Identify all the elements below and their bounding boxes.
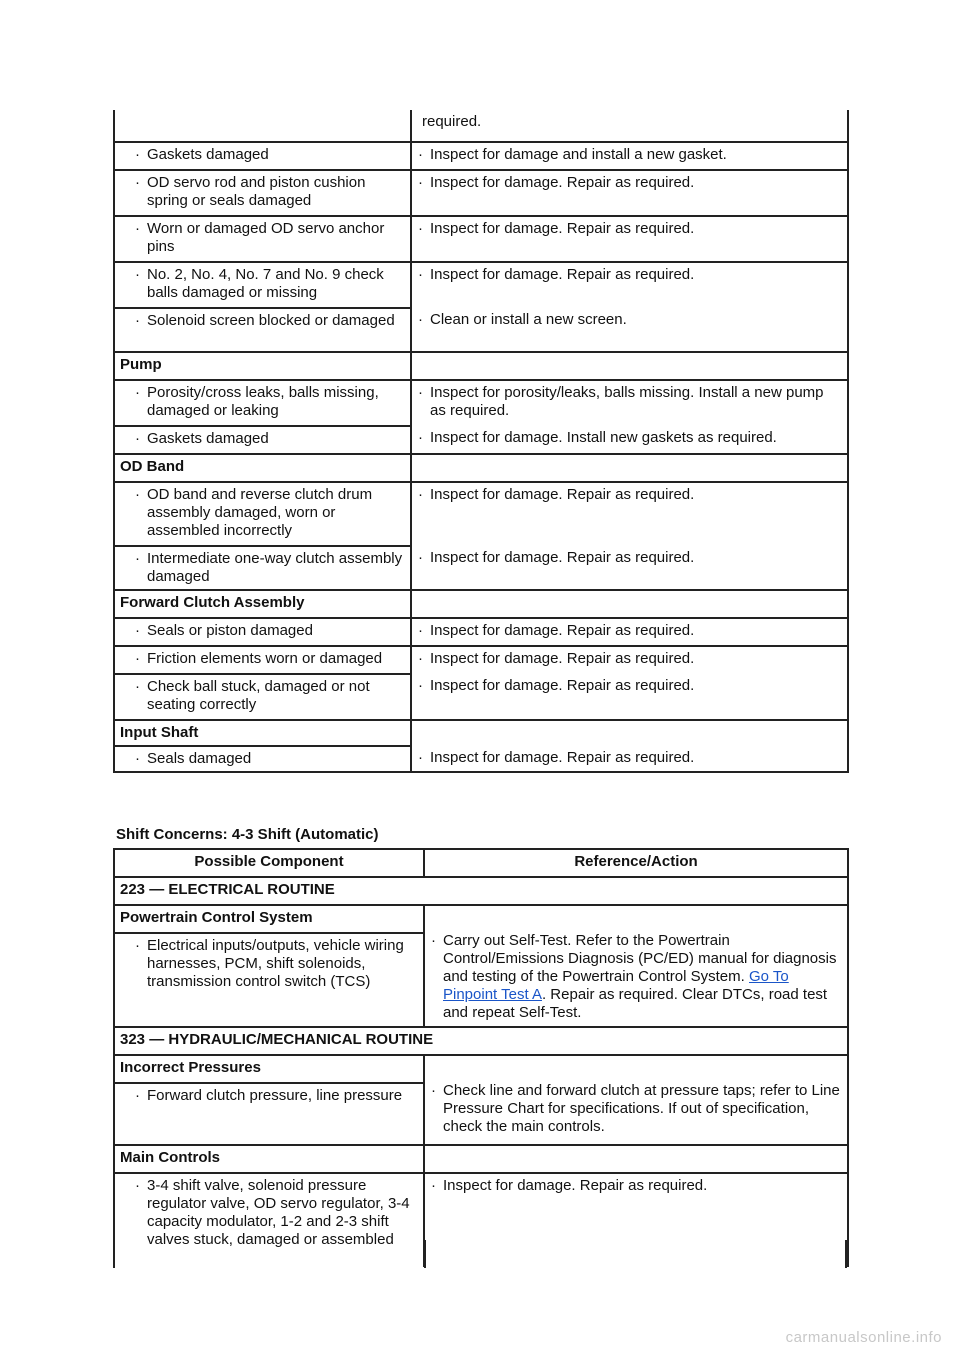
table-row	[114, 110, 848, 142]
table-row	[114, 746, 848, 772]
action-cell: · Inspect for damage. Repair as required.	[411, 618, 848, 646]
table-border-line	[113, 1240, 115, 1268]
header-row	[114, 849, 848, 877]
table-row	[114, 482, 848, 546]
action-cell	[411, 590, 848, 618]
section-title: Powertrain Control System	[114, 905, 424, 933]
section-title: OD Band	[114, 454, 411, 482]
table-row	[114, 308, 848, 352]
pinpoint-test-link[interactable]: Go To Pinpoint Test A	[443, 968, 789, 1003]
action-cell: · Inspect for damage. Install new gaskets as required.	[411, 426, 848, 454]
table-row	[114, 618, 848, 646]
routine-title: 223 — ELECTRICAL ROUTINE	[114, 877, 848, 905]
action-cell: required.	[411, 110, 848, 142]
table-row	[114, 262, 848, 308]
column-header: Possible Component	[114, 849, 424, 877]
shift-concerns-table	[113, 848, 849, 1267]
table-row	[114, 426, 848, 454]
section-title: Main Controls	[114, 1145, 424, 1173]
action-text: . Repair as required. Clear DTCs, road test and repeat Self-Test.	[443, 986, 828, 1021]
component-cell: · Electrical inputs/outputs, vehicle wiring harnesses, PCM, shift solenoids, transmission control switch (TCS)	[114, 933, 424, 1027]
section-title: Pump	[114, 352, 411, 380]
action-cell: · Inspect for porosity/leaks, balls missing. Install a new pump as required.	[411, 380, 848, 426]
section-title: Forward Clutch Assembly	[114, 590, 411, 618]
component-cell: · Worn or damaged OD servo anchor pins	[114, 216, 411, 262]
table-row	[114, 674, 848, 720]
column-header: Reference/Action	[424, 849, 848, 877]
component-cell: · OD band and reverse clutch drum assembly damaged, worn or assembled incorrectly	[114, 482, 411, 546]
action-cell	[411, 454, 848, 482]
action-cell: · Inspect for damage and install a new gasket.	[411, 142, 848, 170]
component-cell: · Check ball stuck, damaged or not seating correctly	[114, 674, 411, 720]
component-cell: · Intermediate one-way clutch assembly damaged	[114, 546, 411, 590]
action-cell: · Inspect for damage. Repair as required.	[411, 546, 848, 590]
component-cell: · Forward clutch pressure, line pressure	[114, 1083, 424, 1145]
component-cell: · Seals or piston damaged	[114, 618, 411, 646]
action-cell: · Inspect for damage. Repair as required.	[411, 746, 848, 772]
action-cell: · Inspect for damage. Repair as required.	[411, 216, 848, 262]
section-title: Incorrect Pressures	[114, 1055, 424, 1083]
action-cell	[411, 720, 848, 746]
watermark: carmanualsonline.info	[785, 1329, 942, 1346]
component-cell	[114, 110, 411, 142]
action-cell: · Carry out Self-Test. Refer to the Powertrain Control/Emissions Diagnosis (PC/ED) manual for diagnosis and testing of the Powertrain Control System. Go To Pinpoint Test A. Repair as required. Clear DTCs, road test and repeat Self-Test.	[424, 905, 848, 1027]
action-cell	[424, 1145, 848, 1173]
action-cell: · Inspect for damage. Repair as required.	[424, 1173, 848, 1267]
section-row	[114, 905, 848, 933]
table-row	[114, 142, 848, 170]
table-row	[114, 546, 848, 590]
action-cell	[411, 352, 848, 380]
table-caption: Shift Concerns: 4-3 Shift (Automatic)	[116, 826, 379, 843]
section-row	[114, 590, 848, 618]
section-row	[114, 454, 848, 482]
action-cell: · Inspect for damage. Repair as required.	[411, 482, 848, 546]
component-cell: · Gaskets damaged	[114, 142, 411, 170]
section-row	[114, 352, 848, 380]
table-border-line	[424, 1240, 426, 1268]
component-cell: · 3-4 shift valve, solenoid pressure regulator valve, OD servo regulator, 3-4 capacity modulator, 1-2 and 2-3 shift valves stuck, damaged or assembled	[114, 1173, 424, 1267]
action-cell: · Inspect for damage. Repair as required.	[411, 262, 848, 308]
component-cell: · OD servo rod and piston cushion spring or seals damaged	[114, 170, 411, 216]
table-row	[114, 646, 848, 674]
table-row	[114, 380, 848, 426]
section-row	[114, 1055, 848, 1083]
table-border-line	[845, 1240, 847, 1268]
diagnosis-table-continued	[113, 110, 849, 773]
component-cell: · Friction elements worn or damaged	[114, 646, 411, 674]
component-cell: · No. 2, No. 4, No. 7 and No. 9 check balls damaged or missing	[114, 262, 411, 308]
component-cell: · Solenoid screen blocked or damaged	[114, 308, 411, 352]
action-cell: · Inspect for damage. Repair as required.	[411, 674, 848, 720]
section-title: Input Shaft	[114, 720, 411, 746]
action-cell: · Clean or install a new screen.	[411, 308, 848, 352]
section-row	[114, 720, 848, 746]
table-row	[114, 216, 848, 262]
action-text: Carry out Self-Test. Refer to the Powertrain Control/Emissions Diagnosis (PC/ED) manual for diagnosis and testing of the Powertrain Control System.	[443, 932, 837, 985]
component-cell: · Gaskets damaged	[114, 426, 411, 454]
action-cell: · Inspect for damage. Repair as required.	[411, 170, 848, 216]
routine-row	[114, 1027, 848, 1055]
action-cell: · Inspect for damage. Repair as required.	[411, 646, 848, 674]
table-row	[114, 170, 848, 216]
action-cell: · Check line and forward clutch at pressure taps; refer to Line Pressure Chart for specifications. If out of specification, check the main controls.	[424, 1055, 848, 1145]
routine-row	[114, 877, 848, 905]
component-cell: · Porosity/cross leaks, balls missing, damaged or leaking	[114, 380, 411, 426]
routine-title: 323 — HYDRAULIC/MECHANICAL ROUTINE	[114, 1027, 848, 1055]
component-cell: · Seals damaged	[114, 746, 411, 772]
table-row	[114, 1173, 848, 1267]
section-row	[114, 1145, 848, 1173]
